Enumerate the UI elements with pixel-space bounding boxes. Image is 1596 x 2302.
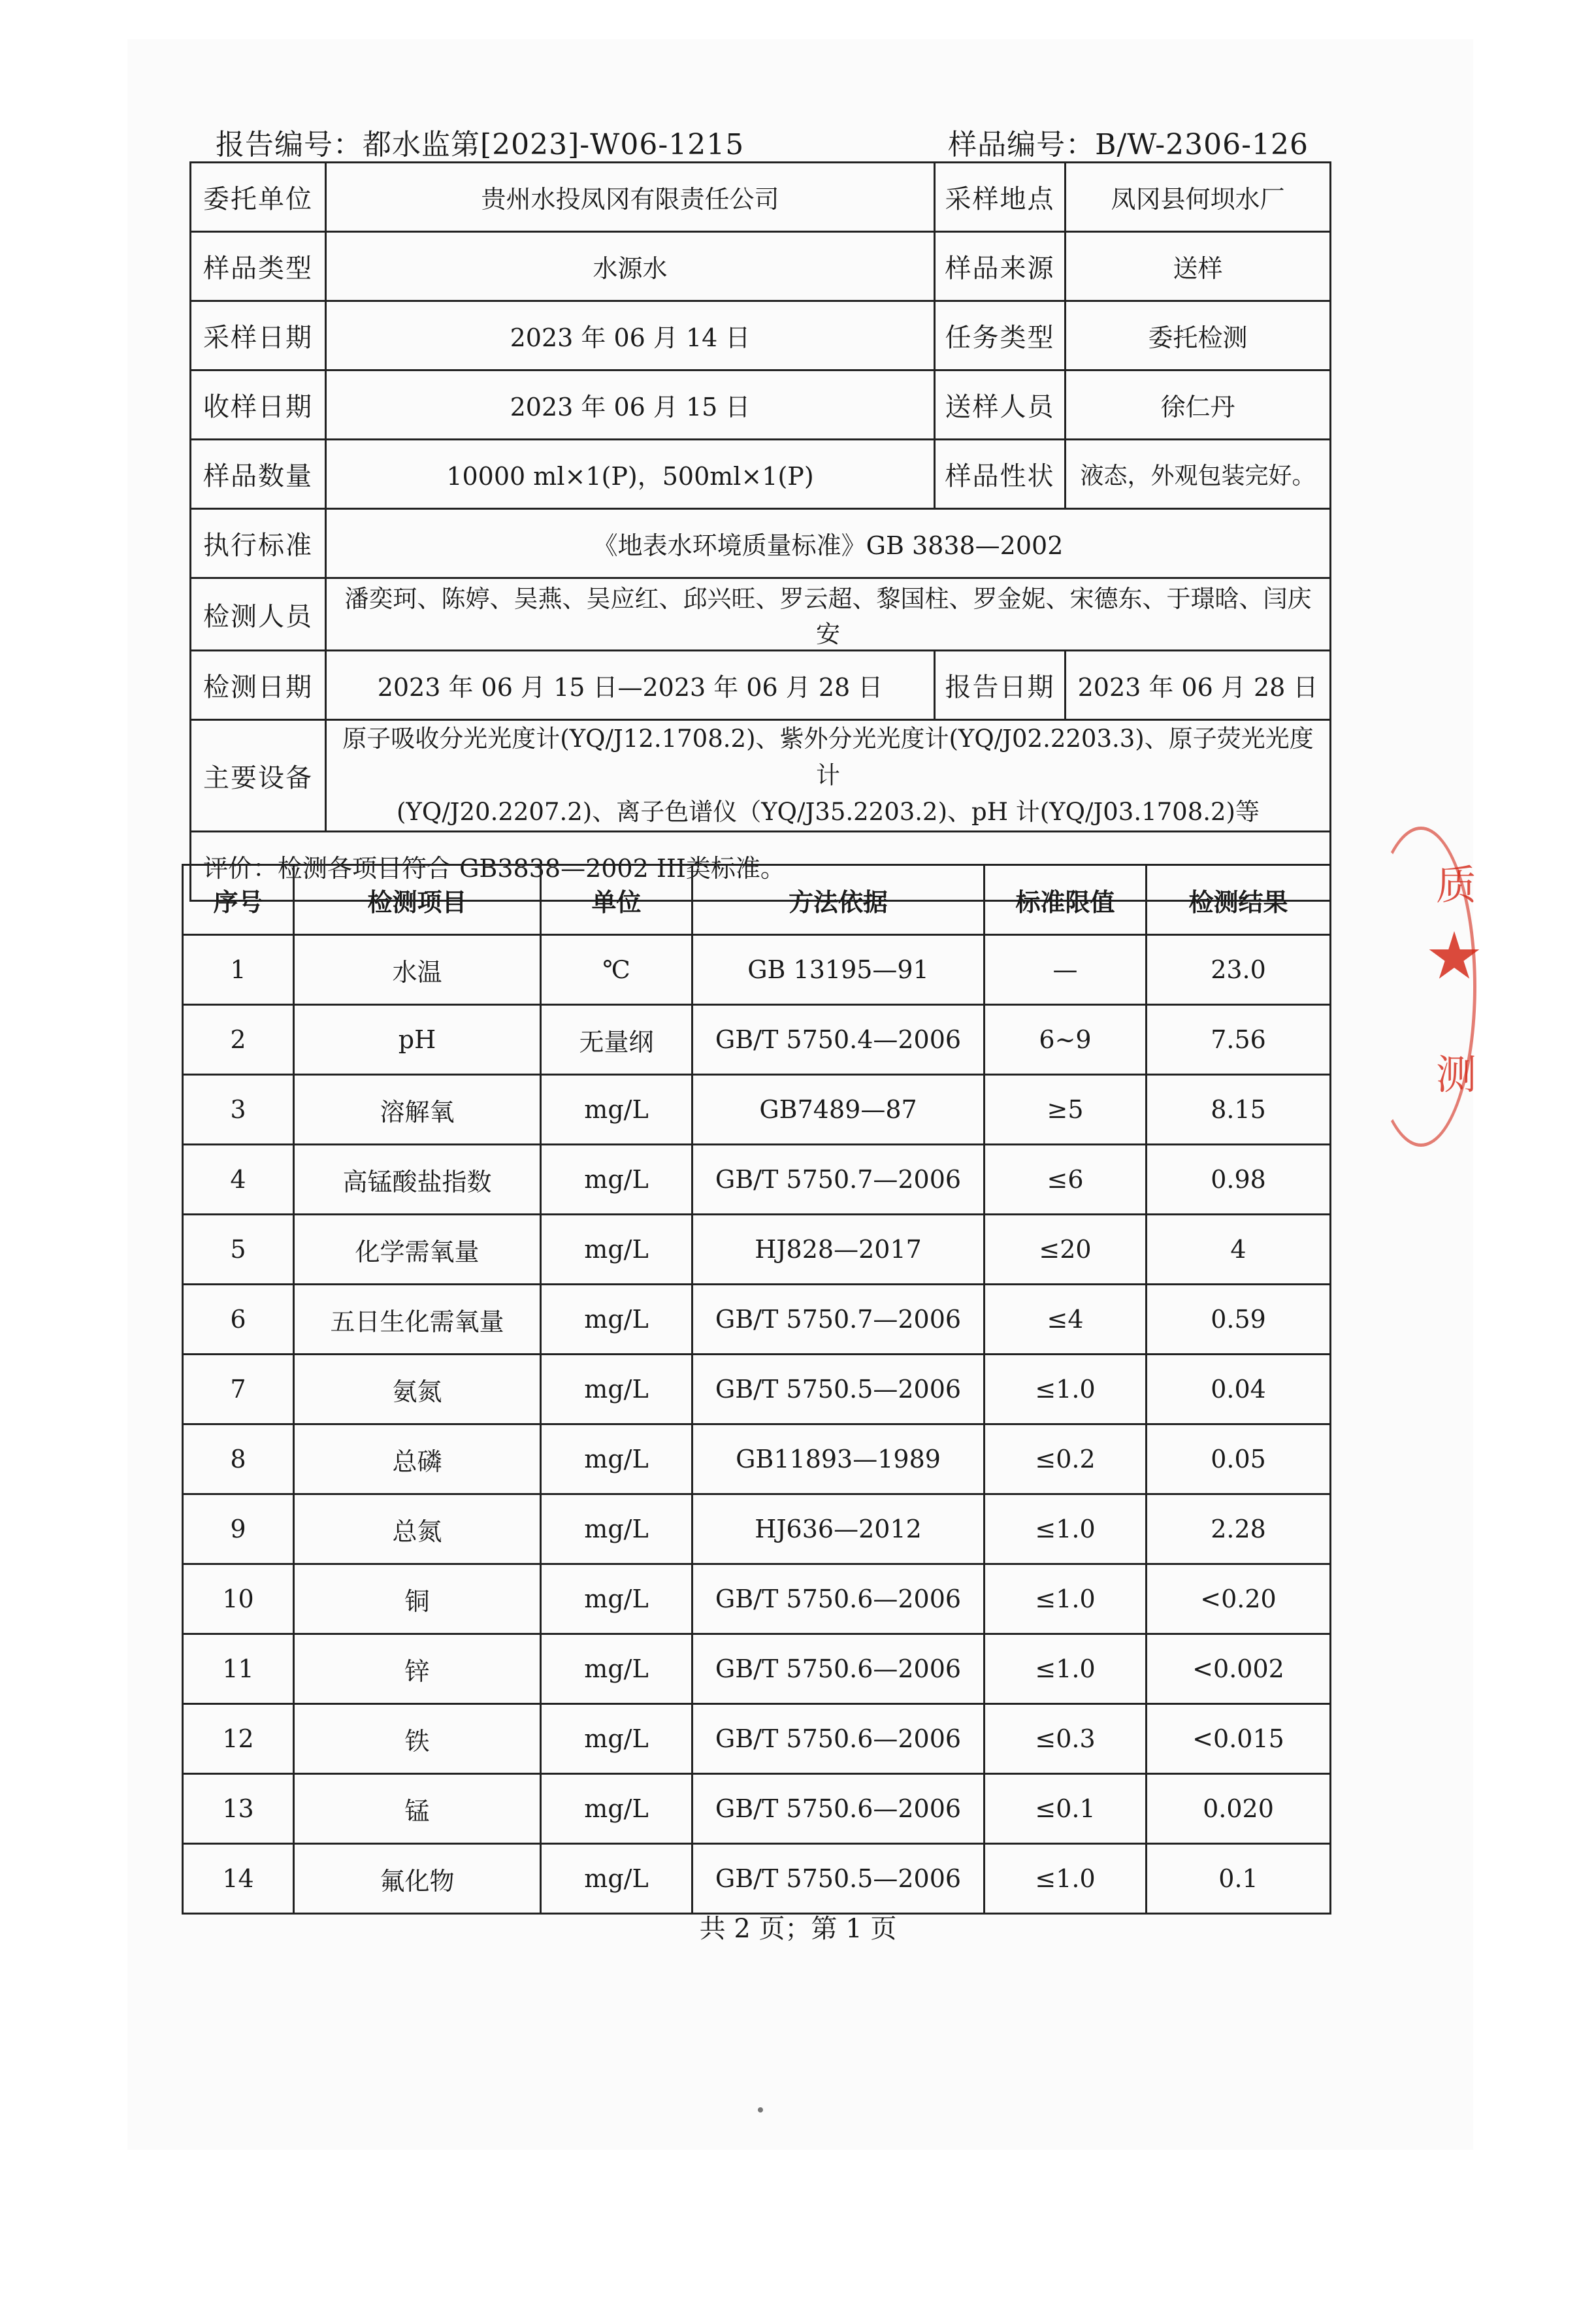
table-row (183, 1704, 1331, 1774)
sample-info-table (189, 161, 1331, 902)
cell-no: 13 (183, 1774, 294, 1844)
info-row-standard (191, 509, 1331, 578)
scan-dust-mark (758, 2107, 763, 2113)
cell-method: GB/T 5750.7—2006 (692, 1145, 985, 1215)
table-row (183, 1634, 1331, 1704)
cell-method: GB/T 5750.6—2006 (692, 1634, 985, 1704)
standard-label: 执行标准 (191, 509, 326, 578)
cell-method: GB/T 5750.6—2006 (692, 1564, 985, 1634)
info-row-sampling-date (191, 301, 1331, 370)
cell-result: 0.1 (1147, 1844, 1331, 1914)
standard-value: 《地表水环境质量标准》GB 3838—2002 (326, 509, 1331, 578)
cell-unit: mg/L (541, 1424, 692, 1494)
sampling-date-label: 采样日期 (191, 301, 326, 370)
test-date-value: 2023 年 06 月 15 日—2023 年 06 月 28 日 (326, 651, 935, 720)
header-item: 检测项目 (294, 865, 541, 935)
quantity-value: 10000 ml×1(P)，500ml×1(P) (326, 440, 935, 509)
receipt-date-label: 收样日期 (191, 370, 326, 440)
report-date-label: 报告日期 (935, 651, 1066, 720)
cell-unit: mg/L (541, 1145, 692, 1215)
cell-result: 0.04 (1147, 1355, 1331, 1424)
cell-unit: mg/L (541, 1704, 692, 1774)
cell-unit: mg/L (541, 1634, 692, 1704)
inspection-seal (1424, 840, 1483, 1127)
cell-item: 氟化物 (294, 1844, 541, 1914)
task-label: 任务类型 (935, 301, 1066, 370)
cell-unit: mg/L (541, 1564, 692, 1634)
cell-result: <0.015 (1147, 1704, 1331, 1774)
report-date-value: 2023 年 06 月 28 日 (1066, 651, 1331, 720)
cell-unit: mg/L (541, 1494, 692, 1564)
cell-unit: mg/L (541, 1774, 692, 1844)
info-row-receipt-date (191, 370, 1331, 440)
info-row-quantity (191, 440, 1331, 509)
cell-unit: mg/L (541, 1285, 692, 1355)
cell-result: 0.05 (1147, 1424, 1331, 1494)
equipment-label: 主要设备 (191, 720, 326, 832)
cell-limit: — (985, 935, 1147, 1005)
cell-no: 9 (183, 1494, 294, 1564)
header-unit: 单位 (541, 865, 692, 935)
client-label: 委托单位 (191, 163, 326, 232)
cell-item: 锌 (294, 1634, 541, 1704)
sender-value: 徐仁丹 (1066, 370, 1331, 440)
cell-limit: ≤1.0 (985, 1844, 1147, 1914)
seal-char-bottom: 测 (1436, 1051, 1477, 1098)
cell-method: GB/T 5750.5—2006 (692, 1844, 985, 1914)
info-row-equipment (191, 720, 1331, 832)
site-value: 凤冈县何坝水厂 (1066, 163, 1331, 232)
cell-no: 6 (183, 1285, 294, 1355)
cell-unit: mg/L (541, 1215, 692, 1285)
equipment-line-2: (YQ/J20.2207.2)、离子色谱仪（YQ/J35.2203.2)、pH 计(YQ/J03.1708.2)等 (397, 798, 1260, 826)
header-limit: 标准限值 (985, 865, 1147, 935)
inspectors-value: 潘奕珂、陈婷、吴燕、吴应红、邱兴旺、罗云超、黎国柱、罗金妮、宋德东、于璟晗、闫庆安 (326, 578, 1331, 651)
cell-limit: ≥5 (985, 1075, 1147, 1145)
cell-result: 23.0 (1147, 935, 1331, 1005)
cell-no: 12 (183, 1704, 294, 1774)
table-row (183, 1424, 1331, 1494)
page-number: 共 2 页；第 1 页 (699, 1914, 897, 1944)
inspectors-label: 检测人员 (191, 578, 326, 651)
type-label: 样品类型 (191, 232, 326, 301)
info-row-test-date (191, 651, 1331, 720)
info-row-type (191, 232, 1331, 301)
cell-limit: ≤1.0 (985, 1355, 1147, 1424)
header-result: 检测结果 (1147, 865, 1331, 935)
cell-limit: ≤1.0 (985, 1634, 1147, 1704)
cell-method: GB/T 5750.7—2006 (692, 1285, 985, 1355)
cell-unit: mg/L (541, 1075, 692, 1145)
cell-method: GB 13195—91 (692, 935, 985, 1005)
sample-number: 样品编号：B/W-2306-126 (948, 128, 1309, 161)
header-no: 序号 (183, 865, 294, 935)
site-label: 采样地点 (935, 163, 1066, 232)
cell-method: GB11893—1989 (692, 1424, 985, 1494)
cell-item: 总磷 (294, 1424, 541, 1494)
results-header-row (183, 865, 1331, 935)
report-number: 报告编号：都水监第[2023]-W06-1215 (216, 128, 745, 161)
cell-result: 4 (1147, 1215, 1331, 1285)
header-method: 方法依据 (692, 865, 985, 935)
cell-result: 8.15 (1147, 1075, 1331, 1145)
cell-unit: mg/L (541, 1355, 692, 1424)
results-body (183, 935, 1331, 1914)
cell-result: 0.98 (1147, 1145, 1331, 1215)
cell-item: 总氮 (294, 1494, 541, 1564)
table-row (183, 1494, 1331, 1564)
sender-label: 送样人员 (935, 370, 1066, 440)
cell-result: <0.002 (1147, 1634, 1331, 1704)
property-label: 样品性状 (935, 440, 1066, 509)
cell-result: 0.59 (1147, 1285, 1331, 1355)
table-row (183, 1215, 1331, 1285)
cell-method: GB/T 5750.6—2006 (692, 1704, 985, 1774)
type-value: 水源水 (326, 232, 935, 301)
table-row (183, 1145, 1331, 1215)
cell-item: 高锰酸盐指数 (294, 1145, 541, 1215)
cell-limit: ≤0.3 (985, 1704, 1147, 1774)
cell-method: GB/T 5750.6—2006 (692, 1774, 985, 1844)
cell-item: 锰 (294, 1774, 541, 1844)
cell-no: 14 (183, 1844, 294, 1914)
cell-no: 10 (183, 1564, 294, 1634)
cell-method: GB/T 5750.4—2006 (692, 1005, 985, 1075)
source-label: 样品来源 (935, 232, 1066, 301)
equipment-line-1: 原子吸收分光光度计(YQ/J12.1708.2)、紫外分光光度计(YQ/J02.2203.3)、原子荧光光度计 (342, 725, 1314, 789)
table-row (183, 1844, 1331, 1914)
cell-unit: ℃ (541, 935, 692, 1005)
cell-no: 5 (183, 1215, 294, 1285)
cell-method: HJ828—2017 (692, 1215, 985, 1285)
cell-result: 7.56 (1147, 1005, 1331, 1075)
info-row-inspectors (191, 578, 1331, 651)
cell-no: 3 (183, 1075, 294, 1145)
table-row (183, 1774, 1331, 1844)
cell-method: GB/T 5750.5—2006 (692, 1355, 985, 1424)
info-row-client (191, 163, 1331, 232)
cell-limit: ≤6 (985, 1145, 1147, 1215)
cell-limit: 6~9 (985, 1005, 1147, 1075)
cell-limit: ≤1.0 (985, 1564, 1147, 1634)
cell-item: pH (294, 1005, 541, 1075)
cell-limit: ≤0.2 (985, 1424, 1147, 1494)
source-value: 送样 (1066, 232, 1331, 301)
cell-limit: ≤1.0 (985, 1494, 1147, 1564)
cell-item: 五日生化需氧量 (294, 1285, 541, 1355)
equipment-value (326, 720, 1331, 832)
cell-unit: 无量纲 (541, 1005, 692, 1075)
table-row (183, 1564, 1331, 1634)
table-row (183, 1005, 1331, 1075)
sampling-date-value: 2023 年 06 月 14 日 (326, 301, 935, 370)
quantity-label: 样品数量 (191, 440, 326, 509)
property-value: 液态，外观包装完好。 (1066, 440, 1331, 509)
cell-result: 0.020 (1147, 1774, 1331, 1844)
receipt-date-value: 2023 年 06 月 15 日 (326, 370, 935, 440)
cell-method: HJ636—2012 (692, 1494, 985, 1564)
cell-method: GB7489—87 (692, 1075, 985, 1145)
table-row (183, 1075, 1331, 1145)
evaluation-text: 评价：检测各项目符合 GB3838—2002 III类标准。 (191, 832, 1331, 901)
table-row (183, 1285, 1331, 1355)
cell-item: 水温 (294, 935, 541, 1005)
cell-limit: ≤0.1 (985, 1774, 1147, 1844)
cell-result: 2.28 (1147, 1494, 1331, 1564)
test-date-label: 检测日期 (191, 651, 326, 720)
cell-item: 铁 (294, 1704, 541, 1774)
cell-no: 8 (183, 1424, 294, 1494)
cell-item: 铜 (294, 1564, 541, 1634)
table-row (183, 1355, 1331, 1424)
task-value: 委托检测 (1066, 301, 1331, 370)
table-row (183, 935, 1331, 1005)
cell-no: 2 (183, 1005, 294, 1075)
cell-item: 溶解氧 (294, 1075, 541, 1145)
cell-limit: ≤4 (985, 1285, 1147, 1355)
cell-no: 4 (183, 1145, 294, 1215)
cell-limit: ≤20 (985, 1215, 1147, 1285)
cell-unit: mg/L (541, 1844, 692, 1914)
client-value: 贵州水投凤冈有限责任公司 (326, 163, 935, 232)
results-table (182, 864, 1331, 1915)
cell-no: 7 (183, 1355, 294, 1424)
seal-char-top: 质 (1436, 861, 1477, 909)
cell-item: 氨氮 (294, 1355, 541, 1424)
cell-result: <0.20 (1147, 1564, 1331, 1634)
cell-no: 11 (183, 1634, 294, 1704)
cell-item: 化学需氧量 (294, 1215, 541, 1285)
cell-no: 1 (183, 935, 294, 1005)
